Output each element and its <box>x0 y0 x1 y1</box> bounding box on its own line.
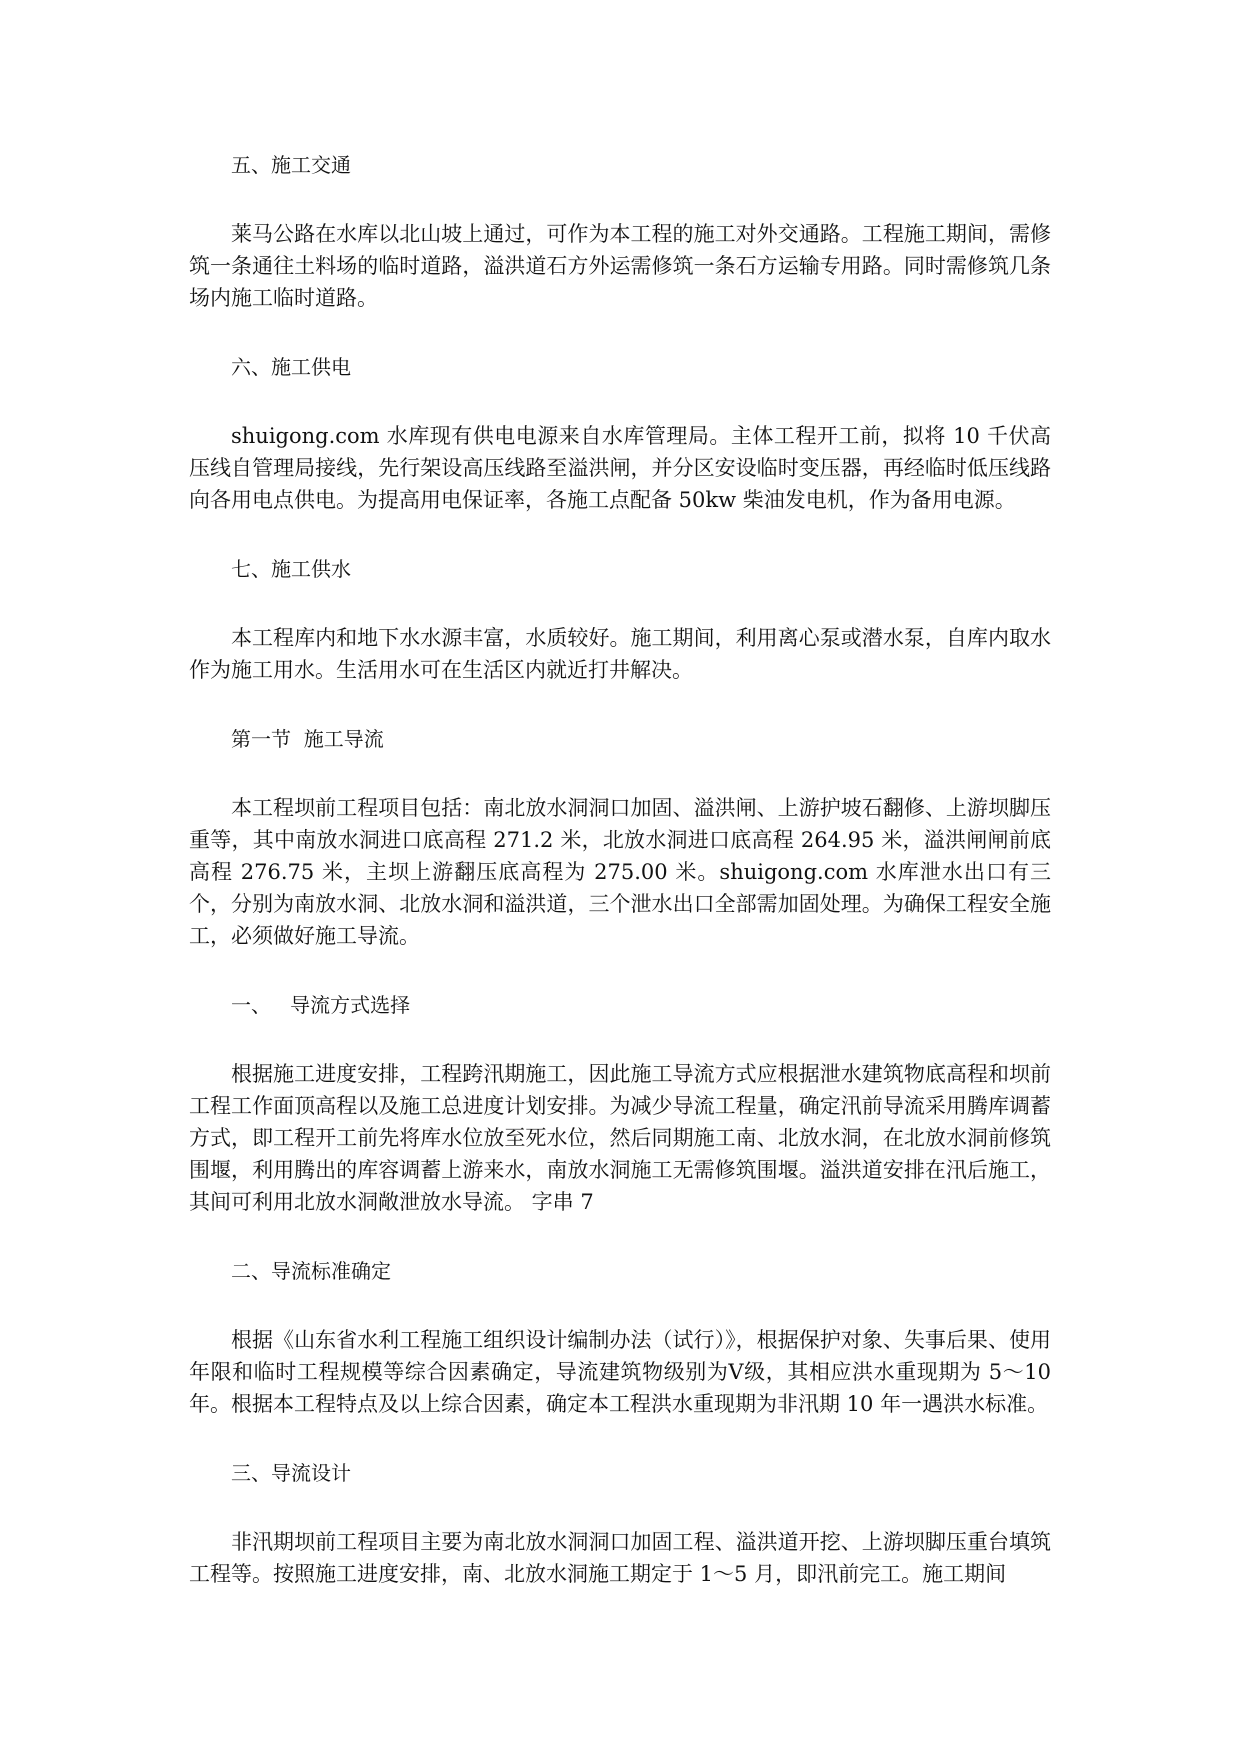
paragraph-diversion-method: 根据施工进度安排，工程跨汛期施工，因此施工导流方式应根据泄水建筑物底高程和坝前工程工作面顶高程以及施工总进度计划安排。为减少导流工程量，确定汛前导流采用腾库调蓄方式，即工程开工前先将库水位放至死水位，然后同期施工南、北放水洞，在北放水洞前修筑围堰，利用腾出的库容调蓄上游来水，南放水洞施工无需修筑围堰。溢洪道安排在汛后施工，其间可利用北放水洞敞泄放水导流。 字串 7 <box>189 1062 1051 1214</box>
paragraph-diversion-standard: 根据《山东省水利工程施工组织设计编制办法（试行）》，根据保护对象、失事后果、使用年限和临时工程规模等综合因素确定，导流建筑物级别为Ⅴ级，其相应洪水重现期为 5～10 年。根据本工程特点及以上综合因素，确定本工程洪水重现期为非汛期 10 年一遇洪水标准。 <box>189 1328 1051 1416</box>
section-heading-power: 六、施工供电 <box>231 355 351 379</box>
document-body <box>189 150 1051 1628</box>
paragraph-diversion-intro: 本工程坝前工程项目包括：南北放水洞洞口加固、溢洪闸、上游护坡石翻修、上游坝脚压重等，其中南放水洞进口底高程 271.2 米，北放水洞进口底高程 264.95 米，溢洪闸闸前底高程 276.75 米，主坝上游翻压底高程为 275.00 米。shuigong.com 水库泄水出口有三个，分别为南放水洞、北放水洞和溢洪道，三个泄水出口全部需加固处理。为确保工程安全施工，必须做好施工导流。 <box>189 796 1051 948</box>
section-heading-traffic: 五、施工交通 <box>231 153 351 177</box>
paragraph-diversion-design: 非汛期坝前工程项目主要为南北放水洞洞口加固工程、溢洪道开挖、上游坝脚压重台填筑工程等。按照施工进度安排，南、北放水洞施工期定于 1～5 月，即汛前完工。施工期间 <box>189 1530 1051 1586</box>
section-heading-diversion-design: 三、导流设计 <box>231 1461 351 1485</box>
section-heading-diversion-method: 一、 导流方式选择 <box>231 993 411 1017</box>
section-heading-diversion-standard: 二、导流标准确定 <box>231 1259 391 1283</box>
paragraph-traffic: 莱马公路在水库以北山坡上通过，可作为本工程的施工对外交通路。工程施工期间，需修筑一条通往土料场的临时道路，溢洪道石方外运需修筑一条石方运输专用路。同时需修筑几条场内施工临时道路。 <box>189 222 1051 310</box>
section-heading-water: 七、施工供水 <box>231 557 351 581</box>
chapter-heading-diversion: 第一节 施工导流 <box>231 727 384 751</box>
paragraph-water: 本工程库内和地下水水源丰富，水质较好。施工期间，利用离心泵或潜水泵，自库内取水作为施工用水。生活用水可在生活区内就近打井解决。 <box>189 626 1051 682</box>
paragraph-power: shuigong.com 水库现有供电电源来自水库管理局。主体工程开工前，拟将 10 千伏高压线自管理局接线，先行架设高压线路至溢洪闸，并分区安设临时变压器，再经临时低压线路向各用电点供电。为提高用电保证率，各施工点配备 50kw 柴油发电机，作为备用电源。 <box>189 424 1051 512</box>
